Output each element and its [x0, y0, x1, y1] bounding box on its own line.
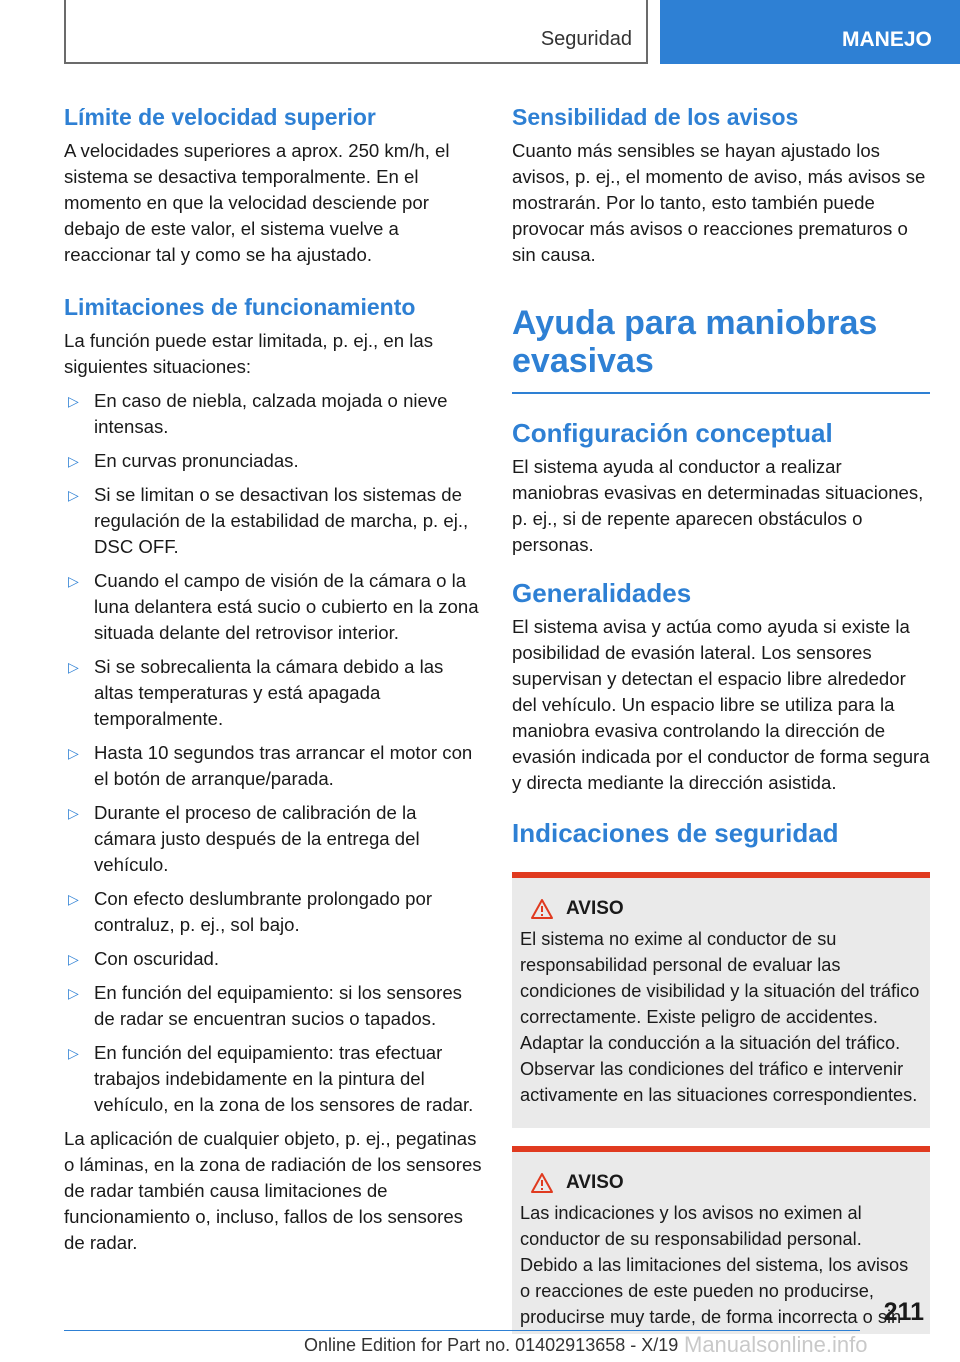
bullet-triangle-icon: ▷ — [68, 573, 79, 589]
bullet-triangle-icon: ▷ — [68, 393, 79, 409]
bullet-triangle-icon: ▷ — [68, 453, 79, 469]
bullet-triangle-icon: ▷ — [68, 805, 79, 821]
sensitivity-heading: Sensibilidad de los avisos — [512, 104, 799, 130]
warning-triangle-icon — [530, 898, 554, 920]
list-item: ▷ En función del equipamiento: si los sensores de radar se encuentran sucios o tapados. — [68, 982, 462, 1029]
limitations-list — [64, 388, 482, 1118]
speed-limit-heading: Límite de velocidad superior — [64, 104, 376, 130]
chapter-divider — [512, 392, 930, 394]
bullet-triangle-icon: ▷ — [68, 745, 79, 761]
list-item: ▷ Hasta 10 segundos tras arrancar el motor con el botón de arranque/parada. — [68, 742, 473, 789]
general-text: El sistema avisa y actúa como ayuda si existe la posibilidad de evasión lateral. Los sensores supervisan y detectan el espacio libre alrededor del vehículo. Un espacio libre se utiliza para la maniobra evasiva controlando la dirección de evasión indicada por el conductor de forma segura y directa mediante la dirección asistida. — [512, 616, 930, 793]
safety-heading: Indicaciones de seguridad — [512, 818, 839, 848]
header-box — [64, 0, 648, 64]
warning-text: El sistema no exime al conductor de su responsabilidad personal de evaluar las condiciones de visibilidad y la situación del tráfico correctamente. Existe peligro de accidentes. Adaptar la conducción a la situación del tráfico. Observar las condiciones del tráfico e intervenir activamente en las situaciones correspondientes. — [520, 929, 920, 1105]
list-item: ▷ Cuando el campo de visión de la cámara o la luna delantera está sucio o cubierto en la zona situada delante del retrovisor interior. — [68, 570, 479, 643]
left-column — [64, 100, 482, 1256]
bullet-triangle-icon: ▷ — [68, 891, 79, 907]
list-item: ▷ Con efecto deslumbrante prolongado por contraluz, p. ej., sol bajo. — [68, 888, 433, 935]
bullet-triangle-icon: ▷ — [68, 951, 79, 967]
warning-triangle-icon — [530, 1172, 554, 1194]
header-section-label: Seguridad — [540, 28, 632, 50]
list-item: ▷ Si se sobrecalienta la cámara debido a las altas temperaturas y está apagada temporalmente. — [68, 656, 444, 729]
watermark: Manualsonline.info — [684, 1332, 868, 1357]
general-heading: Generalidades — [512, 578, 692, 608]
right-column — [512, 100, 930, 1334]
list-item: ▷ En función del equipamiento: tras efectuar trabajos indebidamente en la pintura del vehículo, en la zona de los sensores de radar. — [68, 1042, 474, 1115]
list-item: ▷ Con oscuridad. — [64, 946, 482, 972]
warning-text: Las indicaciones y los avisos no eximen al conductor de su responsabilidad personal. Debido a las limitaciones del sistema, los avisos o reacciones de este pueden no producirse, producirse muy tarde, de forma incorrecta o sin — [520, 1203, 909, 1327]
list-item: ▷ Si se limitan o se desactivan los sistemas de regulación de la estabilidad de marcha, p. ej., DSC OFF. — [68, 484, 469, 557]
bullet-triangle-icon: ▷ — [68, 985, 79, 1001]
sensitivity-text: Cuanto más sensibles se hayan ajustado los avisos, p. ej., el momento de aviso, más avisos se mostrarán. Por lo tanto, esto también puede provocar más avisos o reacciones prematuros o sin causa. — [512, 140, 926, 265]
warning-label: AVISO — [566, 898, 624, 919]
bullet-triangle-icon: ▷ — [68, 659, 79, 675]
header-chapter-tab[interactable]: MANEJO — [660, 0, 960, 64]
list-item: ▷ En caso de niebla, calzada mojada o nieve intensas. — [68, 390, 448, 437]
limitations-outro: La aplicación de cualquier objeto, p. ej., pegatinas o láminas, en la zona de radiación de los sensores de radar también causa limitaciones de funcionamiento o, incluso, fallos de los sensores de radar. — [64, 1128, 482, 1253]
list-item: ▷ En curvas pronunciadas. — [64, 448, 482, 474]
speed-limit-text: A velocidades superiores a aprox. 250 km/h, el sistema se desactiva temporalmente. En el momento en que la velocidad desciende por debajo de este valor, el sistema vuelve a reaccionar tal y como se ha ajustado. — [64, 140, 450, 265]
bullet-triangle-icon: ▷ — [68, 1045, 79, 1061]
limitations-intro: La función puede estar limitada, p. ej., en las siguientes situaciones: — [64, 330, 434, 377]
list-item: ▷ Durante el proceso de calibración de la cámara justo después de la entrega del vehículo. — [68, 802, 420, 875]
bullet-triangle-icon: ▷ — [68, 487, 79, 503]
concept-heading: Configuración conceptual — [512, 418, 833, 448]
page-number: 211 — [883, 1298, 924, 1326]
concept-text: El sistema ayuda al conductor a realizar maniobras evasivas en determinadas situaciones, p. ej., si de repente aparecen obstáculos o personas. — [512, 456, 924, 555]
warning-box — [512, 1146, 930, 1334]
chapter-title: Ayuda para maniobras evasivas — [512, 304, 878, 380]
warning-box — [512, 872, 930, 1128]
footer-edition: Online Edition for Part no. 01402913658 - X/19 — [304, 1335, 679, 1355]
footer-divider — [64, 1330, 860, 1331]
limitations-heading: Limitaciones de funcionamiento — [64, 294, 416, 320]
warning-label: AVISO — [566, 1172, 624, 1193]
